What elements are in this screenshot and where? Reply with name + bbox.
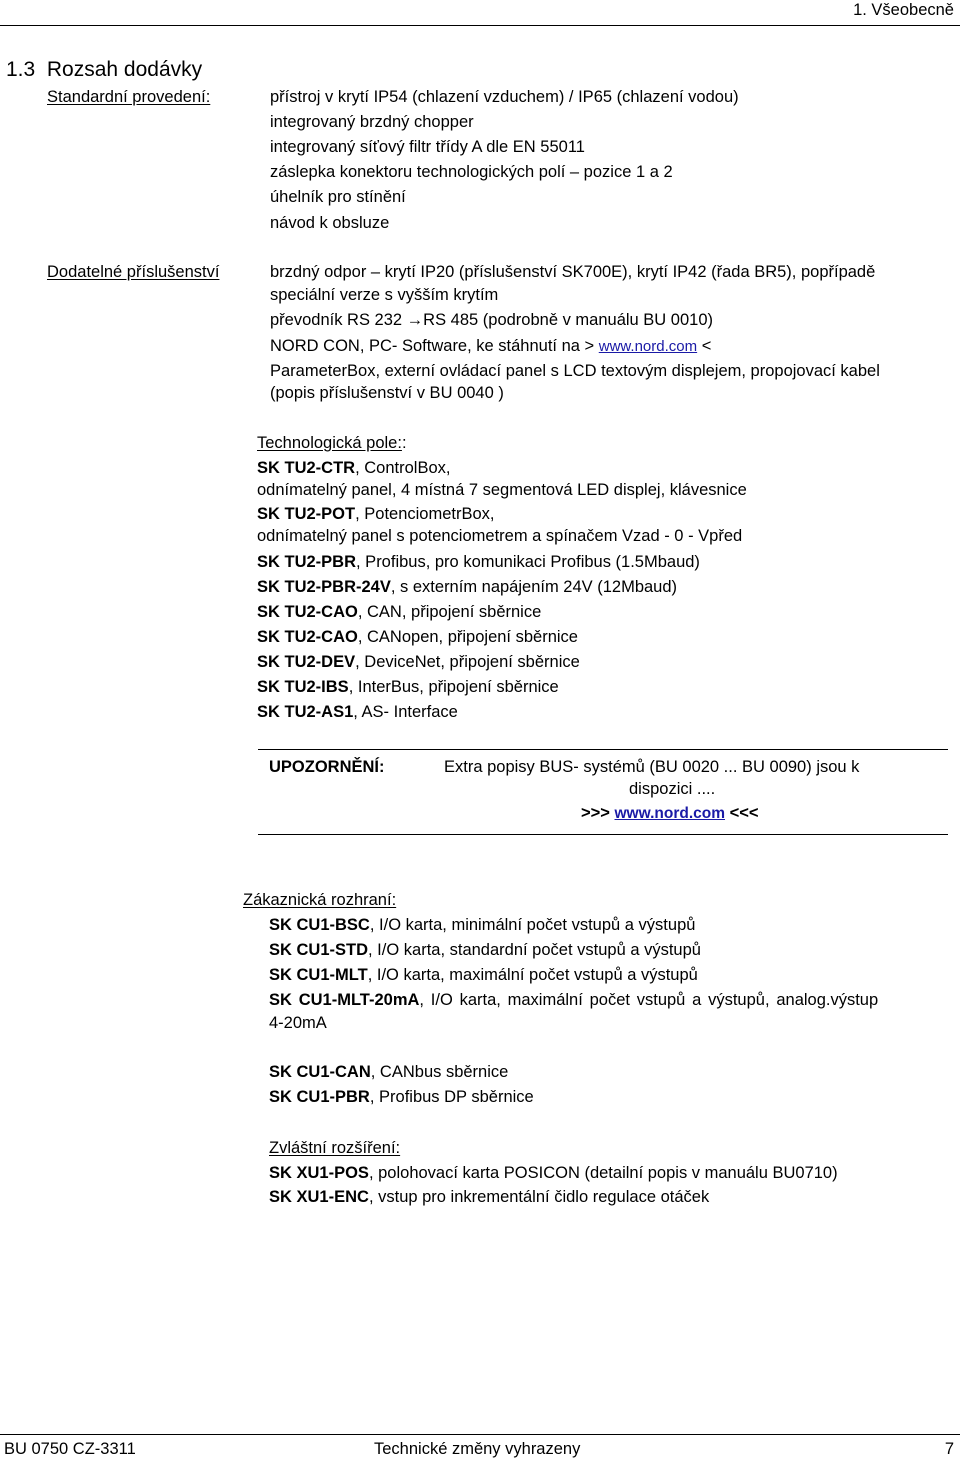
nord-link[interactable]: www.nord.com [598,338,698,355]
list-item [257,528,742,545]
section-number: 1.3 [6,58,36,81]
item-code: SK TU2-CAO [257,628,358,646]
list-item: převodník RS 232 →RS 485 (podrobně v manuálu BU 0010) [270,311,714,329]
item-code: SK TU2-DEV [257,653,356,671]
item-code: SK TU2-PBR [257,553,357,571]
item-code: SK CU1-STD [269,941,369,959]
list-item: úhelník pro stínění [270,188,406,206]
item-code: SK CU1-MLT [269,966,368,984]
list-item [257,460,450,477]
item-desc: , Profibus, pro komunikaci Profibus (1.5Mbaud) [356,553,700,571]
nordcon-suffix: < [697,337,712,355]
item-desc: 4-20mA [269,1014,327,1032]
list-item [257,679,559,696]
notice-label: UPOZORNĚNÍ: [269,758,385,776]
list-item: přístroj v krytí IP54 (chlazení vzduchem) / IP65 (chlazení vodou) [270,88,739,106]
accessories-label: Dodatelné příslušenství [47,263,220,281]
header-rule [0,25,960,26]
item-desc: , Profibus DP sběrnice [369,1088,534,1106]
item-code: SK XU1-ENC [269,1188,369,1206]
list-item: ParameterBox, externí ovládací panel s LCD textovým displejem, propojovací kabel [270,362,880,380]
nordcon-text: NORD CON, PC- Software, ke stáhnutí na > [270,337,599,355]
list-item [269,1165,838,1182]
item-code: SK TU2-AS1 [257,703,354,721]
list-item [257,482,747,499]
list-item: speciální verze s vyšším krytím [270,286,499,304]
list-item [257,554,700,571]
list-item [257,629,578,646]
item-code: SK TU2-PBR-24V [257,578,391,596]
tech-fields-heading-suffix: : [401,434,407,452]
list-item: záslepka konektoru technologických polí – pozice 1 a 2 [270,163,673,181]
list-item [269,942,701,959]
notice-bottom-rule [258,834,948,835]
notice-link-line [581,805,759,822]
item-desc: odnímatelný panel, 4 místná 7 segmentová LED displej, klávesnice [257,481,747,499]
notice-link-prefix: >>> [581,804,615,822]
customer-interfaces-heading: Zákaznická rozhraní: [243,891,397,909]
item-code: SK TU2-POT [257,505,356,523]
item-code: SK CU1-MLT-20mA [269,991,420,1009]
list-item: návod k obsluze [270,214,390,232]
list-item [257,506,495,523]
section-title-text: Rozsah dodávky [46,58,203,81]
item-desc: , s externím napájením 24V (12Mbaud) [390,578,678,596]
list-item [257,654,580,671]
list-item [269,967,698,984]
list-item [269,1189,709,1206]
item-desc: , CANbus sběrnice [370,1063,509,1081]
item-desc: , vstup pro inkrementální čidlo regulace otáček [368,1188,710,1206]
item-desc: , I/O karta, maximální počet vstupů a výstupů, analog.výstup [419,991,879,1009]
item-desc: , ControlBox, [355,459,451,477]
tech-fields-heading [257,435,407,452]
item-desc: , I/O karta, standardní počet vstupů a výstupů [368,941,701,959]
footer-page-number: 7 [944,1440,954,1458]
item-desc: , CAN, připojení sběrnice [357,603,542,621]
list-item: (popis příslušenství v BU 0040 ) [270,384,504,402]
list-item [269,992,878,1009]
notice-link[interactable]: www.nord.com [614,805,726,822]
item-code: SK TU2-IBS [257,678,349,696]
item-desc: , I/O karta, maximální počet vstupů a výstupů [367,966,698,984]
list-item: integrovaný síťový filtr třídy A dle EN 55011 [270,138,585,156]
special-extensions-heading: Zvláštní rozšíření: [269,1139,401,1157]
footer-rule [0,1434,960,1435]
list-item: brzdný odpor – krytí IP20 (příslušenství SK700E), krytí IP42 (řada BR5), popřípadě [270,263,876,281]
item-code: SK XU1-POS [269,1164,369,1182]
footer-notice: Technické změny vyhrazeny [374,1440,581,1458]
item-desc: , CANopen, připojení sběrnice [357,628,578,646]
notice-text-line1: Extra popisy BUS- systémů (BU 0020 ... BU 0090) jsou k [444,758,860,776]
item-desc: , I/O karta, minimální počet vstupů a výstupů [369,916,696,934]
list-item [270,338,711,355]
item-code: SK CU1-PBR [269,1088,370,1106]
list-item [269,917,695,934]
list-item [257,704,458,721]
list-item [269,1064,508,1081]
item-desc: odnímatelný panel s potenciometrem a spínačem Vzad - 0 - Vpřed [257,527,743,545]
list-item [269,1089,534,1106]
item-desc: , DeviceNet, připojení sběrnice [355,653,580,671]
notice-text-line2: dispozici .... [629,780,716,798]
notice-link-suffix: <<< [725,804,759,822]
notice-top-rule [258,749,948,750]
list-item: integrovaný brzdný chopper [270,113,474,131]
item-desc: , polohovací karta POSICON (detailní popis v manuálu BU0710) [368,1164,838,1182]
list-item [257,579,677,596]
list-item [269,1015,327,1032]
item-desc: , PotenciometrBox, [355,505,495,523]
item-code: SK CU1-CAN [269,1063,371,1081]
chapter-header: 1. Všeobecně [853,1,954,19]
item-code: SK TU2-CTR [257,459,356,477]
item-desc: , InterBus, připojení sběrnice [348,678,559,696]
item-code: SK TU2-CAO [257,603,358,621]
standard-label: Standardní provedení: [47,88,211,106]
tech-fields-heading-text: Technologická pole: [257,434,402,452]
footer-doc-id: BU 0750 CZ-3311 [4,1440,136,1458]
list-item [257,604,541,621]
section-title [6,59,202,80]
item-desc: , AS- Interface [353,703,458,721]
item-code: SK CU1-BSC [269,916,370,934]
